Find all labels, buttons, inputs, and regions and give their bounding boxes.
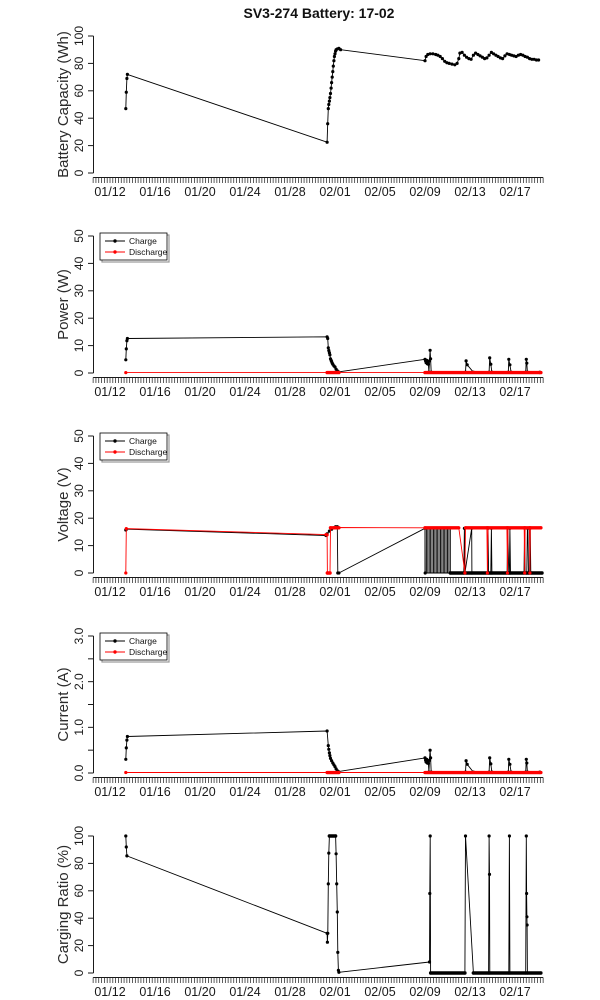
svg-text:0.0: 0.0	[72, 764, 87, 782]
panel-current	[0, 600, 600, 800]
svg-text:Discharge: Discharge	[129, 247, 168, 257]
svg-text:02/17: 02/17	[499, 785, 531, 799]
svg-text:20: 20	[72, 511, 87, 525]
svg-text:02/13: 02/13	[454, 985, 486, 999]
svg-text:02/17: 02/17	[499, 185, 531, 199]
svg-text:02/09: 02/09	[409, 585, 441, 599]
svg-text:01/16: 01/16	[139, 185, 171, 199]
svg-text:40: 40	[72, 911, 87, 925]
svg-text:01/20: 01/20	[184, 385, 216, 399]
svg-text:02/09: 02/09	[409, 185, 441, 199]
svg-text:30: 30	[72, 284, 87, 298]
svg-text:Charge: Charge	[129, 236, 157, 246]
svg-text:50: 50	[72, 429, 87, 443]
svg-text:01/12: 01/12	[94, 185, 126, 199]
svg-text:01/28: 01/28	[274, 985, 306, 999]
svg-text:01/16: 01/16	[139, 585, 171, 599]
svg-text:02/01: 02/01	[319, 985, 351, 999]
svg-text:01/24: 01/24	[229, 385, 261, 399]
svg-text:02/01: 02/01	[319, 185, 351, 199]
svg-text:02/17: 02/17	[499, 385, 531, 399]
svg-text:02/05: 02/05	[364, 585, 396, 599]
svg-text:01/28: 01/28	[274, 785, 306, 799]
svg-text:01/28: 01/28	[274, 585, 306, 599]
svg-text:50: 50	[72, 229, 87, 243]
svg-text:02/17: 02/17	[499, 585, 531, 599]
svg-text:40: 40	[72, 456, 87, 471]
svg-text:02/09: 02/09	[409, 985, 441, 999]
svg-text:01/28: 01/28	[274, 385, 306, 399]
svg-text:02/05: 02/05	[364, 785, 396, 799]
panel-battery-capacity	[0, 0, 600, 200]
svg-text:100: 100	[72, 825, 87, 847]
svg-text:01/16: 01/16	[139, 785, 171, 799]
svg-text:Voltage (V): Voltage (V)	[54, 467, 72, 542]
svg-text:02/01: 02/01	[319, 785, 351, 799]
svg-text:0: 0	[72, 569, 87, 577]
svg-text:Power (W): Power (W)	[54, 269, 72, 340]
svg-text:01/16: 01/16	[139, 385, 171, 399]
svg-text:0: 0	[72, 969, 87, 977]
svg-text:60: 60	[72, 884, 87, 898]
svg-text:20: 20	[72, 938, 87, 953]
svg-text:01/24: 01/24	[229, 185, 261, 199]
svg-text:20: 20	[72, 138, 87, 153]
svg-text:1.0: 1.0	[72, 718, 87, 736]
svg-text:01/20: 01/20	[184, 585, 216, 599]
svg-text:40: 40	[72, 256, 87, 271]
svg-text:0: 0	[72, 169, 87, 177]
svg-text:01/24: 01/24	[229, 585, 261, 599]
svg-text:01/20: 01/20	[184, 785, 216, 799]
svg-text:01/12: 01/12	[94, 385, 126, 399]
svg-text:Discharge: Discharge	[129, 647, 168, 657]
svg-text:100: 100	[72, 25, 87, 47]
panel-power	[0, 200, 600, 400]
svg-text:80: 80	[72, 856, 87, 871]
svg-text:01/28: 01/28	[274, 185, 306, 199]
svg-text:01/24: 01/24	[229, 985, 261, 999]
svg-text:02/01: 02/01	[319, 385, 351, 399]
svg-text:Charge: Charge	[129, 636, 157, 646]
svg-text:Carging Ratio (%): Carging Ratio (%)	[54, 844, 72, 965]
svg-text:01/20: 01/20	[184, 985, 216, 999]
panel-voltage	[0, 400, 600, 600]
svg-text:3.0: 3.0	[72, 627, 87, 645]
svg-text:02/05: 02/05	[364, 385, 396, 399]
panel-charging-ratio	[0, 800, 600, 1000]
svg-text:0: 0	[72, 369, 87, 377]
svg-text:02/01: 02/01	[319, 585, 351, 599]
svg-text:01/16: 01/16	[139, 985, 171, 999]
svg-text:30: 30	[72, 484, 87, 498]
svg-text:02/13: 02/13	[454, 185, 486, 199]
svg-text:02/13: 02/13	[454, 585, 486, 599]
svg-text:Battery Capacity (Wh): Battery Capacity (Wh)	[54, 31, 72, 178]
svg-text:02/05: 02/05	[364, 185, 396, 199]
svg-text:20: 20	[72, 311, 87, 325]
svg-text:Charge: Charge	[129, 436, 157, 446]
svg-text:02/13: 02/13	[454, 385, 486, 399]
svg-text:01/24: 01/24	[229, 785, 261, 799]
svg-text:02/17: 02/17	[499, 985, 531, 999]
svg-text:80: 80	[72, 56, 87, 71]
svg-text:02/09: 02/09	[409, 385, 441, 399]
svg-text:01/12: 01/12	[94, 585, 126, 599]
svg-text:01/20: 01/20	[184, 185, 216, 199]
svg-text:02/05: 02/05	[364, 985, 396, 999]
svg-text:01/12: 01/12	[94, 785, 126, 799]
svg-text:40: 40	[72, 111, 87, 125]
svg-text:2.0: 2.0	[72, 673, 87, 691]
svg-text:02/09: 02/09	[409, 785, 441, 799]
svg-text:01/12: 01/12	[94, 985, 126, 999]
svg-text:10: 10	[72, 338, 87, 353]
svg-text:02/13: 02/13	[454, 785, 486, 799]
svg-text:60: 60	[72, 84, 87, 98]
svg-text:Current (A): Current (A)	[54, 667, 72, 742]
chart-title: SV3-274 Battery: 17-02	[243, 5, 395, 21]
svg-text:Discharge: Discharge	[129, 447, 168, 457]
svg-text:10: 10	[72, 538, 87, 553]
